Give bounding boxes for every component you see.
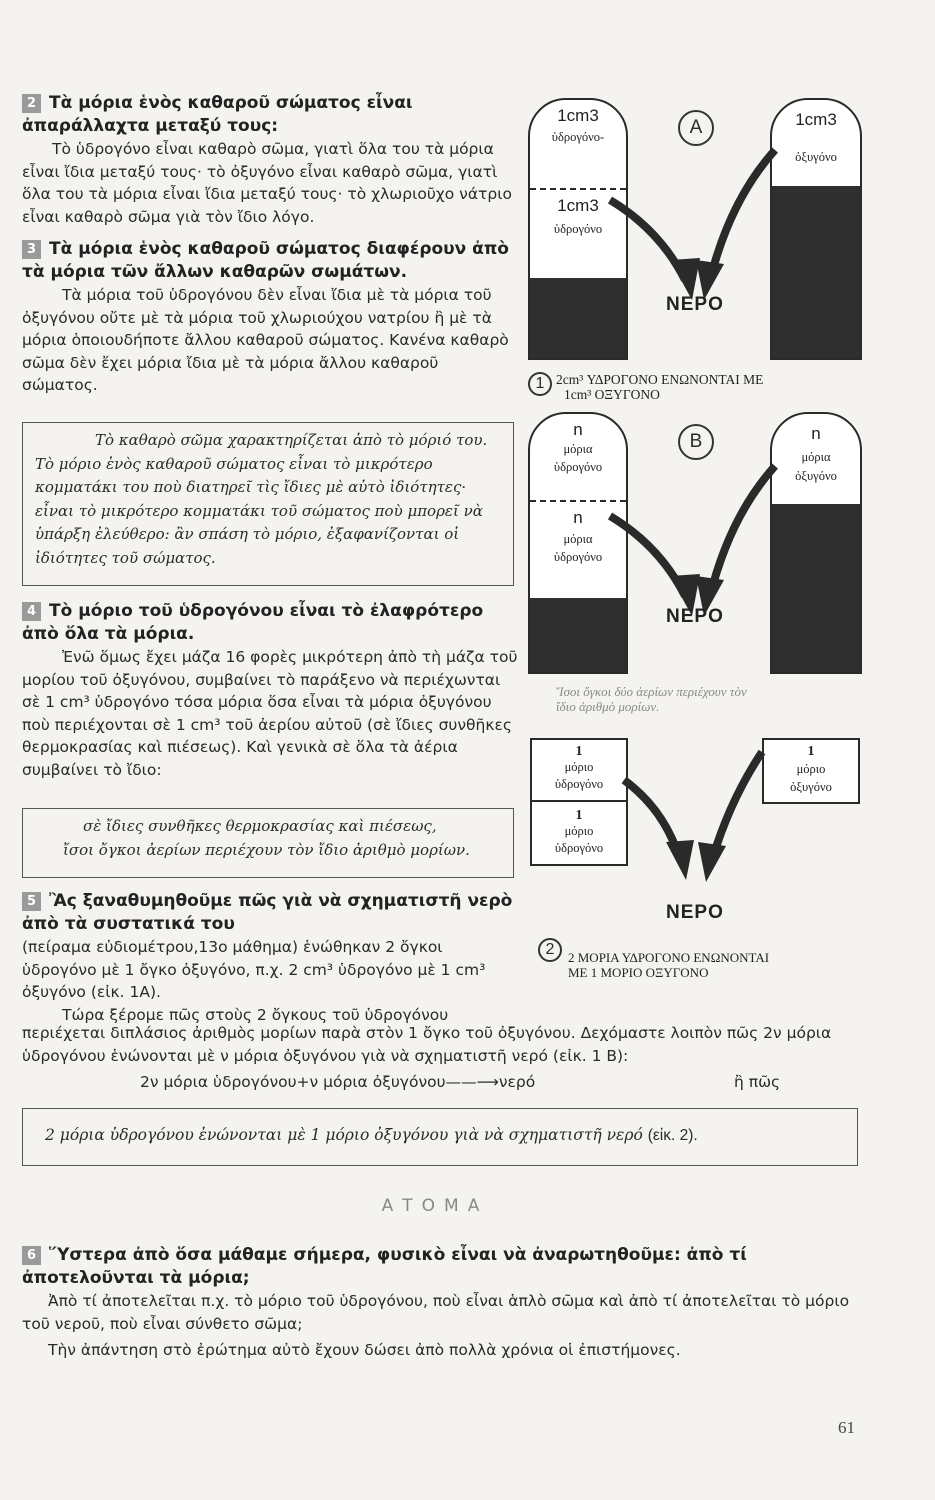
avogadro-box: σὲ ἴδιες συνθῆκες θερμοκρασίας καὶ πιέσεως, ἴσοι ὄγκοι ἀερίων περιέχουν τὸν ἴδιο ἀριθμὸ μορίων. <box>22 808 514 878</box>
section-4 <box>22 600 518 781</box>
molecule-count: 1 <box>575 744 583 759</box>
page-number: 61 <box>838 1418 855 1437</box>
section-3-heading: 3 Τὰ μόρια ἑνὸς καθαροῦ σώματος διαφέρουν ἀπὸ τὰ μόρια τῶν ἄλλων καθαρῶν σωμάτων. <box>22 239 509 282</box>
section-4-heading: 4 Τὸ μόριο τοῦ ὑδρογόνου εἶναι τὸ ἐλαφρότερο ἀπὸ ὅλα τὰ μόρια. <box>22 601 484 644</box>
figure-letter-a: A <box>678 110 714 146</box>
arrow-head-icon <box>666 840 694 880</box>
arrows-1b <box>600 456 800 626</box>
tube-label: n <box>811 424 821 443</box>
tube-sublabel: μόρια <box>801 450 831 464</box>
reaction-box: 2 μόρια ὑδρογόνου ἑνώνονται μὲ 1 μόριο ὀξυγόνου γιὰ νὰ σχηματιστῆ νερό (εἰκ. 2). <box>22 1108 858 1166</box>
arrow-icon <box>712 752 762 860</box>
molecule-label: μόριο <box>796 762 826 776</box>
figure-number-2: 2 <box>538 938 562 962</box>
figure-1-caption: 2cm³ ΥΔΡΟΓΟΝΟ ΕΝΩΝΟΝΤΑΙ ΜΕ 1cm³ ΟΞΥΓΟΝΟ <box>556 372 764 402</box>
section-5-text-a: Τώρα ξέρομε πῶς στοὺς 2 ὄγκους τοῦ ὑδρογόνου <box>62 1005 449 1024</box>
section-6-text-1: Ἀπὸ τί ἀποτελεῖται π.χ. τὸ μόριο τοῦ ὑδρογόνου, ποὺ εἶναι ἁπλὸ σῶμα καὶ ἀπὸ τί ἀποτελεῖται τὸ μόριο τοῦ νεροῦ, ποὺ εἶναι σύνθετο σῶμα; <box>22 1292 850 1333</box>
section-6-heading: 6 Ὕστερα ἀπὸ ὅσα μάθαμε σήμερα, φυσικὸ εἶναι νὰ ἀναρωτηθοῦμε: ἀπὸ τί ἀποτελοῦνται τὰ μόρια; <box>22 1245 747 1288</box>
section-number: 4 <box>22 602 41 621</box>
section-2-heading: 2 Τὰ μόρια ἑνὸς καθαροῦ σώματος εἶναι ἀπαράλλαχτα μεταξύ τους: <box>22 93 413 136</box>
tube-sublabel: ὑδρογόνο- <box>551 130 605 144</box>
section-3-text: Τὰ μόρια τοῦ ὑδρογόνου δὲν εἶναι ἴδια μὲ τὰ μόρια τοῦ ὀξυγόνου οὔτε μὲ τὰ μόρια τοῦ χλωριούχου νατρίου ἢ μὲ τὰ μόρια ὁποιουδήποτε ἄλλου καθαροῦ σώματος. Κανένα καθαρὸ σῶμα δὲν ἔχει μόρια ἴδια μὲ τὰ μόρια ἄλλου καθαροῦ σώματος. <box>22 286 509 394</box>
section-number: 5 <box>22 892 41 911</box>
tube-sublabel: ὑδρογόνο <box>553 460 603 474</box>
tube-sublabel: ὀξυγόνο <box>795 150 837 164</box>
or-text: ἢ πῶς <box>734 1073 781 1091</box>
section-number: 2 <box>22 94 41 113</box>
tube-label: n <box>573 508 583 527</box>
molecule-label: μόριο <box>564 824 594 838</box>
molecule-label: ὀξυγόνο <box>790 780 832 794</box>
arrow-icon <box>710 466 775 596</box>
definition-box: Τὸ καθαρὸ σῶμα χαρακτηρίζεται ἀπὸ τὸ μόριό του. Τὸ μόριο ἑνὸς καθαροῦ σώματος εἶναι τὸ μικρότερο κομματάκι του ποὺ διατηρεῖ τὶς ἴδιες μὲ αὐτὸ ἰδιότητες· εἶναι τὸ μικρότερο κομματάκι τοῦ σώματος ποὺ μπορεῖ νὰ ὑπάρξη ἐλεύθερο: ἂν σπάση τὸ μόριο, ἐξαφανίζονται οἱ ἰδιότητες τοῦ σώματος. <box>22 422 514 586</box>
section-number: 6 <box>22 1246 41 1265</box>
section-2 <box>22 92 518 228</box>
arrow-icon <box>610 516 685 596</box>
molecule-count: 1 <box>575 808 583 823</box>
atoms-title: ΑΤΟΜΑ <box>381 1196 489 1216</box>
product: νερό <box>498 1073 536 1091</box>
section-3 <box>22 238 518 397</box>
tube-sublabel: μόρια <box>563 442 593 456</box>
figure-2-caption: 2 ΜΟΡΙΑ ΥΔΡΟΓΟΝΟ ΕΝΩΝΟΝΤΑΙ ΜΕ 1 ΜΟΡΙΟ ΟΞΥΓΟΝΟ <box>568 950 770 980</box>
section-2-text: Τὸ ὑδρογόνο εἶναι καθαρὸ σῶμα, γιατὶ ὅλα του τὰ μόρια εἶναι ἴδια μεταξύ τους· τὸ ὀξυγόνο εἶναι καθαρὸ σῶμα, γιατὶ ὅλα του τὰ μόρια εἶναι ἴδια μεταξύ τους· τὸ χλωριοῦχο νάτριο εἶναι καθαρὸ σῶμα γιὰ τὸν ἴδιο λόγο. <box>22 140 512 226</box>
section-4-text: Ἐνῶ ὅμως ἔχει μάζα 16 φορὲς μικρότερη ἀπὸ τὴ μάζα τοῦ μορίου τοῦ ὀξυγόνου, συμβαίνει τὸ παράξενο νὰ περιέχωνται σὲ 1 cm³ ὑδρογόνο τόσα μόρια ὅσα εἶναι τὰ μόρια ὀξυγόνου ποὺ περιέχονται σὲ 1 cm³ τοῦ ἀερίου αὐτοῦ (σὲ ἴδιες συνθῆκες θερμοκρασίας καὶ πιέσεως). Καὶ γενικὰ σὲ ὅλα τὰ ἀέρια συμβαίνει τὸ ἴδιο: <box>22 648 518 779</box>
section-6-text-2: Τὴν ἀπάντηση στὸ ἐρώτημα αὐτὸ ἔχουν δώσει ἀπὸ πολλὰ χρόνια οἱ ἐπιστήμονες. <box>48 1341 681 1359</box>
section-5-heading: 5 Ἂς ξαναθυμηθοῦμε πῶς γιὰ νὰ σχηματιστῆ νερὸ ἀπὸ τὰ συστατικά του <box>22 891 513 934</box>
tube-label: 1cm3 <box>795 110 837 129</box>
water-label: ΝΕΡΟ <box>666 606 724 627</box>
arrows-2 <box>620 750 780 910</box>
tube-sublabel: μόρια <box>563 532 593 546</box>
equation: 2ν μόρια ὑδρογόνου+ν μόρια ὀξυγόνου <box>140 1073 446 1091</box>
water-label: ΝΕΡΟ <box>666 902 724 923</box>
arrow-icon <box>610 200 685 280</box>
figure-1b-caption: Ἴσοι ὄγκοι δύο ἀερίων περιέχουν τὸν ἴδιο ἀριθμὸ μορίων. <box>556 684 747 714</box>
tube-label: 1cm3 <box>557 106 599 125</box>
section-number: 3 <box>22 240 41 259</box>
molecule-count: 1 <box>807 744 815 759</box>
arrow-icon <box>710 150 775 280</box>
arrow: ——⟶ <box>445 1073 499 1091</box>
tube-label: 1cm3 <box>557 196 599 215</box>
tube-label: n <box>573 420 583 439</box>
equation-line <box>140 1071 840 1094</box>
molecule-label: μόριο <box>564 760 594 774</box>
water-label: ΝΕΡΟ <box>666 294 724 315</box>
molecule-label: ὑδρογόνο <box>554 841 604 855</box>
arrows-1a <box>600 140 800 310</box>
tube-sublabel: ὑδρογόνο <box>553 222 603 236</box>
arrow-head-icon <box>698 842 726 882</box>
figure-number-1: 1 <box>528 372 552 396</box>
tube-sublabel: ὀξυγόνο <box>795 469 837 483</box>
tube-sublabel: ὑδρογόνο <box>553 550 603 564</box>
figure-letter-b: B <box>678 424 714 460</box>
section-6 <box>22 1244 868 1362</box>
section-5-text-head: (πείραμα εὐδιομέτρου,13ο μάθημα) ἑνώθηκαν 2 ὄγκοι ὑδρογόνο μὲ 1 ὄγκο ὀξυγόνο, π.χ. 2 cm³ ὑδρογόνο μὲ 1 cm³ ὀξυγόνο (εἰκ. 1Α). <box>22 938 486 1001</box>
molecule-label: ὑδρογόνο <box>554 777 604 791</box>
section-5 <box>22 890 522 1026</box>
section-5-text-b: περιέχεται διπλάσιος ἀριθμὸς μορίων παρὰ στὸν 1 ὄγκο τοῦ ὀξυγόνου. Δεχόμαστε λοιπὸν πῶς 2ν μόρια ὑδρογόνου ἑνώνονται μὲ ν μόρια ὀξυγόνου γιὰ νὰ σχηματιστῆ νερό (εἰκ. 1 Β): <box>22 1024 832 1065</box>
